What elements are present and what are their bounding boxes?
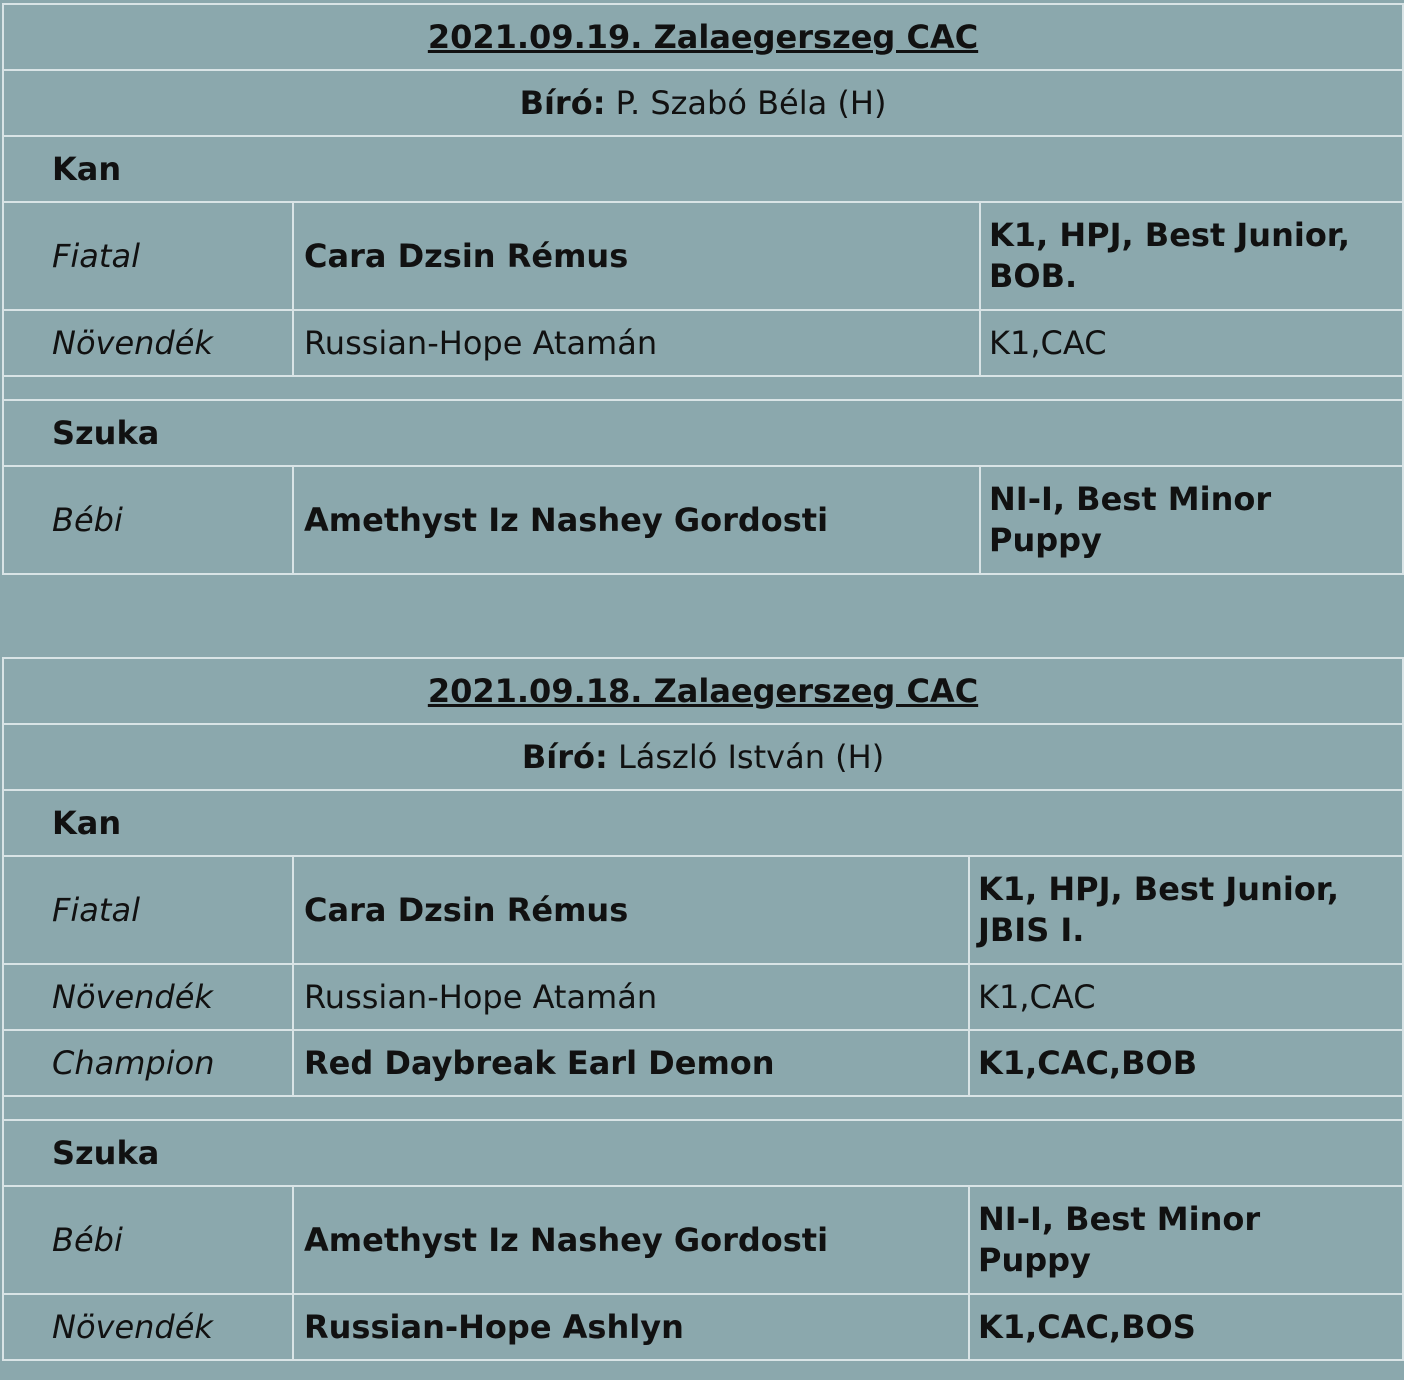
class-cell: Növendék	[3, 964, 293, 1030]
dog-name-cell: Red Daybreak Earl Demon	[293, 1030, 969, 1096]
show-title: 2021.09.19. Zalaegerszeg CAC	[3, 4, 1403, 70]
table-row	[3, 964, 1403, 1030]
award-cell: K1,CAC,BOB	[969, 1030, 1403, 1096]
award-cell: K1,CAC	[980, 310, 1403, 376]
dog-name-cell: Russian-Hope Ashlyn	[293, 1294, 969, 1360]
award-cell: K1, HPJ, Best Junior, BOB.	[980, 202, 1403, 310]
show-title: 2021.09.18. Zalaegerszeg CAC	[3, 658, 1403, 724]
class-cell: Bébi	[3, 1186, 293, 1294]
class-cell: Növendék	[3, 1294, 293, 1360]
spacer-row	[3, 1096, 1403, 1120]
table-row	[3, 466, 1403, 574]
award-cell: K1,CAC	[969, 964, 1403, 1030]
class-cell: Bébi	[3, 466, 293, 574]
class-cell: Fiatal	[3, 856, 293, 964]
award-cell: K1,CAC,BOS	[969, 1294, 1403, 1360]
judge-line	[3, 70, 1403, 136]
class-cell: Növendék	[3, 310, 293, 376]
judge-label: Bíró:	[521, 737, 608, 776]
dog-name-cell: Russian-Hope Atamán	[293, 310, 980, 376]
table-row	[3, 1294, 1403, 1360]
award-cell: K1, HPJ, Best Junior, JBIS I.	[969, 856, 1403, 964]
award-cell: NI-I, Best Minor Puppy	[980, 466, 1403, 574]
award-cell: NI-I, Best Minor Puppy	[969, 1186, 1403, 1294]
table-row	[3, 310, 1403, 376]
class-cell: Fiatal	[3, 202, 293, 310]
judge-line	[3, 724, 1403, 790]
group-heading: Kan	[3, 790, 1403, 856]
judge-label: Bíró:	[519, 83, 606, 122]
class-cell: Champion	[3, 1030, 293, 1096]
table-row	[3, 856, 1403, 964]
table-row	[3, 1186, 1403, 1294]
show-results-table	[2, 657, 1404, 1361]
table-row	[3, 202, 1403, 310]
dog-name-cell: Cara Dzsin Rémus	[293, 202, 980, 310]
judge-name: P. Szabó Béla (H)	[605, 83, 887, 122]
group-heading: Szuka	[3, 1120, 1403, 1186]
group-heading: Szuka	[3, 400, 1403, 466]
group-heading: Kan	[3, 136, 1403, 202]
dog-name-cell: Amethyst Iz Nashey Gordosti	[293, 1186, 969, 1294]
dog-name-cell: Cara Dzsin Rémus	[293, 856, 969, 964]
judge-name: László István (H)	[607, 737, 885, 776]
spacer-row	[3, 376, 1403, 400]
dog-name-cell: Amethyst Iz Nashey Gordosti	[293, 466, 980, 574]
table-row	[3, 1030, 1403, 1096]
dog-name-cell: Russian-Hope Atamán	[293, 964, 969, 1030]
show-results-table	[2, 3, 1404, 575]
